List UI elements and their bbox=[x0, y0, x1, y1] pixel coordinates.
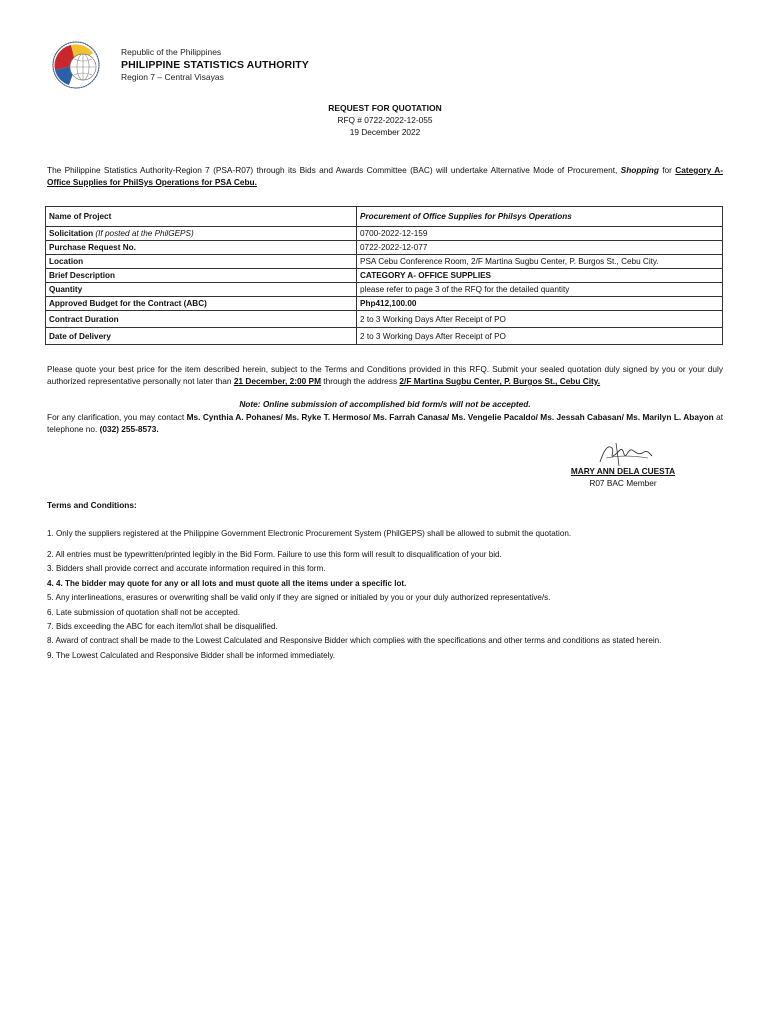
document-date: 19 December 2022 bbox=[349, 127, 421, 137]
row-label-text: Quantity bbox=[49, 285, 83, 294]
psa-logo-icon bbox=[47, 40, 109, 90]
table-row bbox=[46, 269, 723, 283]
signatory-name: MARY ANN DELA CUESTA bbox=[570, 466, 676, 476]
header-republic: Republic of the Philippines bbox=[121, 47, 222, 57]
terms-title: Terms and Conditions: bbox=[47, 500, 137, 510]
contact-paragraph bbox=[47, 411, 723, 435]
table-row bbox=[46, 297, 723, 311]
table-row-label bbox=[46, 297, 357, 311]
row-label-text: Brief Description bbox=[49, 271, 115, 280]
row-label-text: Name of Project bbox=[49, 212, 112, 221]
table-row-label bbox=[46, 311, 357, 328]
quote-paragraph bbox=[47, 363, 723, 387]
terms-item: 3. Bidders shall provide correct and accurate information required in this form. bbox=[47, 564, 326, 574]
terms-item: 5. Any interlineations, erasures or overwriting shall be valid only if they are signed or initialed by you or your duly authorized representative/s. bbox=[47, 593, 551, 603]
table-row-label bbox=[46, 227, 357, 241]
terms-item: 6. Late submission of quotation shall not be accepted. bbox=[47, 607, 241, 617]
row-label-text: Approved Budget for the Contract (ABC) bbox=[49, 299, 207, 308]
table-row-value: CATEGORY A- OFFICE SUPPLIES bbox=[357, 269, 723, 283]
row-label-text: Date of Delivery bbox=[49, 331, 111, 341]
table-row bbox=[46, 227, 723, 241]
handwritten-signature bbox=[586, 440, 666, 468]
table-row-label bbox=[46, 241, 357, 255]
intro-paragraph bbox=[47, 164, 723, 188]
table-row-value: PSA Cebu Conference Room, 2/F Martina Sugbu Center, P. Burgos St., Cebu City. bbox=[357, 255, 723, 269]
table-row-value: 0722-2022-12-077 bbox=[357, 241, 723, 255]
table-row-value: 2 to 3 Working Days After Receipt of PO bbox=[357, 328, 723, 345]
table-row bbox=[46, 328, 723, 345]
submission-address: 2/F Martina Sugbu Center, P. Burgos St., Cebu City. bbox=[399, 376, 601, 386]
row-label-text: Purchase Request No. bbox=[49, 243, 136, 252]
table-row-label bbox=[46, 328, 357, 345]
terms-item: 7. Bids exceeding the ABC for each item/lot shall be disqualified. bbox=[47, 621, 278, 631]
letterhead bbox=[47, 40, 447, 90]
terms-list bbox=[47, 528, 723, 664]
terms-item: 1. Only the suppliers registered at the Philippine Government Electronic Procurement System (PhilGEPS) shall be allowed to submit the quotation. bbox=[47, 529, 572, 538]
table-row bbox=[46, 283, 723, 297]
table-row bbox=[46, 311, 723, 328]
terms-item: 8. Award of contract shall be made to the Lowest Calculated and Responsive Bidder which complies with the specifications and other terms and conditions as stated herein. bbox=[47, 636, 662, 646]
submission-deadline: 21 December, 2:00 PM bbox=[233, 376, 321, 386]
contact-text: For any clarification, you may contact bbox=[47, 412, 185, 422]
row-label-text: Location bbox=[49, 257, 84, 266]
intro-for: for bbox=[662, 165, 672, 175]
signature-block bbox=[538, 440, 708, 492]
document-title: REQUEST FOR QUOTATION bbox=[328, 103, 442, 113]
table-row bbox=[46, 255, 723, 269]
contact-phone: (032) 255-8573. bbox=[99, 424, 159, 434]
header-agency-name: PHILIPPINE STATISTICS AUTHORITY bbox=[121, 59, 309, 71]
rfq-number: RFQ # 0722-2022-12-055 bbox=[337, 115, 433, 125]
table-row bbox=[46, 207, 723, 227]
header-region: Region 7 – Central Visayas bbox=[121, 72, 224, 82]
row-label-text: Contract Duration bbox=[49, 314, 119, 324]
table-row-value: please refer to page 3 of the RFQ for the detailed quantity bbox=[357, 283, 723, 297]
terms-item: 2. All entries must be typewritten/printed legibly in the Bid Form. Failure to use this form will result to disqualification of your bid. bbox=[47, 550, 502, 559]
table-row bbox=[46, 241, 723, 255]
table-row-label bbox=[46, 283, 357, 297]
table-row-label bbox=[46, 207, 357, 227]
table-row-value: Procurement of Office Supplies for Philsys Operations bbox=[357, 207, 723, 227]
title-block bbox=[0, 102, 770, 138]
contact-phone-lead: at telephone no. bbox=[47, 412, 724, 434]
table-row-value: 2 to 3 Working Days After Receipt of PO bbox=[357, 311, 723, 328]
terms-item: 9. The Lowest Calculated and Responsive Bidder shall be informed immediately. bbox=[47, 650, 336, 660]
table-row-label bbox=[46, 255, 357, 269]
rfq-details-table bbox=[45, 206, 723, 345]
procurement-category: Category A- Office Supplies for PhilSys Operations for PSA Cebu. bbox=[47, 165, 724, 187]
signatory-role: R07 BAC Member bbox=[589, 478, 657, 488]
online-submission-note: Note: Online submission of accomplished bid form/s will not be accepted. bbox=[239, 399, 531, 409]
contact-names: Ms. Cynthia A. Pohanes/ Ms. Ryke T. Hermoso/ Ms. Farrah Canasa/ Ms. Vengelie Pacaldo/ Ms. Jessah Cabasan/ Ms. Marilyn L. Abayon bbox=[186, 412, 714, 422]
intro-text: The Philippine Statistics Authority-Region 7 (PSA-R07) through its Bids and Awards Committee (BAC) will undertake Alternative Mode of Procurement, bbox=[47, 165, 618, 175]
table-row-value: Php412,100.00 bbox=[357, 297, 723, 311]
table-row-value: 0700-2022-12-159 bbox=[357, 227, 723, 241]
row-label-text: Solicitation bbox=[49, 229, 94, 238]
procurement-mode: Shopping bbox=[620, 165, 659, 175]
quote-text-address-lead: through the address bbox=[323, 376, 398, 386]
table-row-label bbox=[46, 269, 357, 283]
row-label-note: (If posted at the PhilGEPS) bbox=[95, 229, 194, 238]
quote-text: Please quote your best price for the item described herein, subject to the Terms and Conditions provided in this RFQ. Submit your sealed quotation duly signed by you or your duly authorized representative personally not later than bbox=[47, 364, 723, 386]
terms-item: 4. 4. The bidder may quote for any or all lots and must quote all the items under a specific lot. bbox=[47, 578, 407, 588]
